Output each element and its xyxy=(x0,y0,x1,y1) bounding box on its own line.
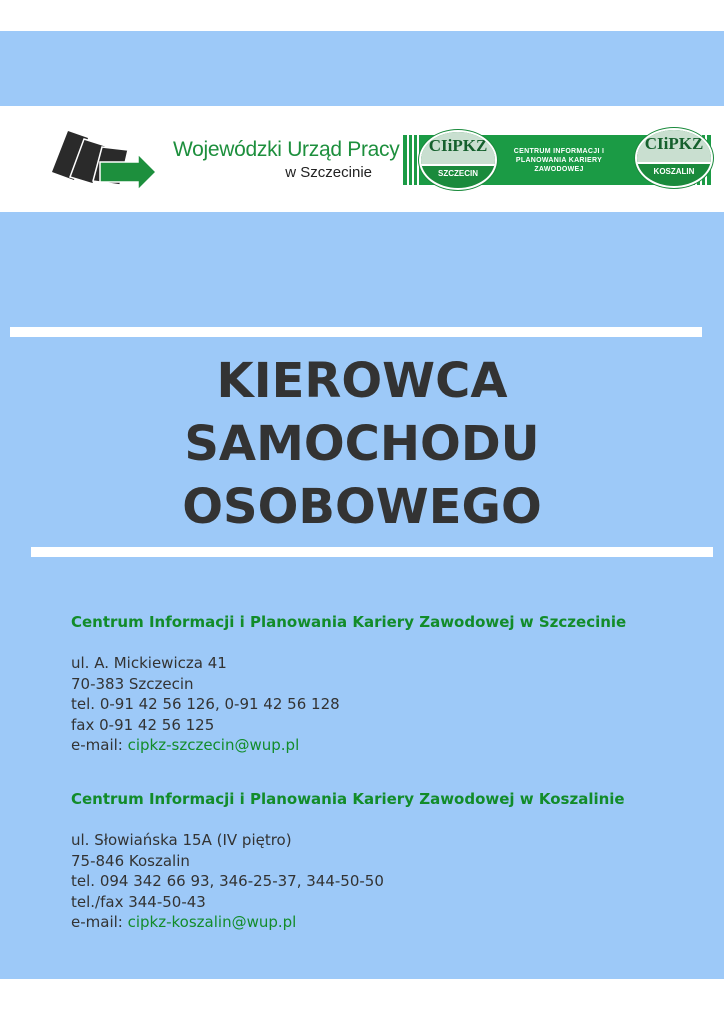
office-address: ul. A. Mickiewicza 41 xyxy=(71,654,227,672)
office-details xyxy=(71,830,711,933)
top-blue-band xyxy=(0,31,724,106)
banner-stripe xyxy=(412,135,414,185)
title-rule-top xyxy=(10,327,702,337)
office-postal: 70-383 Szczecin xyxy=(71,674,194,693)
office-fax: tel./fax 344-50-43 xyxy=(71,892,206,911)
banner-stripe xyxy=(407,135,409,185)
wup-logo-icon xyxy=(50,128,160,193)
office-phone: tel. 0-91 42 56 126, 0-91 42 56 128 xyxy=(71,695,340,713)
office-email-line xyxy=(71,912,711,933)
email-label: e-mail: xyxy=(71,913,128,931)
cipkz-szczecin-logo xyxy=(419,130,497,190)
logo-word: CIiPKZ xyxy=(644,134,704,153)
office-address: ul. Słowiańska 15A (IV piętro) xyxy=(71,831,292,849)
email-link[interactable]: cipkz-szczecin@wup.pl xyxy=(127,736,300,754)
banner-text: CENTRUM INFORMACJI I PLANOWANIA KARIERY ZAWODOWEJ xyxy=(513,148,605,173)
logo-word: CIiPKZ xyxy=(428,136,488,155)
title-rule-bottom xyxy=(31,547,713,557)
office-koszalin xyxy=(71,790,711,933)
office-szczecin xyxy=(71,613,711,756)
title-line-3: OSOBOWEGO xyxy=(182,479,542,535)
logo-city: KOSZALIN xyxy=(653,167,695,176)
title-line-1: KIEROWCA xyxy=(216,353,508,409)
office-postal: 75-846 Koszalin xyxy=(71,851,190,870)
office-name: Centrum Informacji i Planowania Kariery Zawodowej w Koszalinie xyxy=(71,790,625,808)
office-name: Centrum Informacji i Planowania Kariery Zawodowej w Szczecinie xyxy=(71,613,627,631)
title-line-2: SAMOCHODU xyxy=(184,416,540,472)
email-label: e-mail: xyxy=(71,736,128,754)
office-phone: tel. 094 342 66 93, 346-25-37, 344-50-50 xyxy=(71,872,384,890)
email-link[interactable]: cipkz-koszalin@wup.pl xyxy=(127,913,297,931)
org-city: w Szczecinie xyxy=(285,164,372,181)
office-fax: fax 0-91 42 56 125 xyxy=(71,715,215,734)
office-email-line xyxy=(71,735,711,756)
cipkz-koszalin-logo xyxy=(635,128,713,188)
page-title xyxy=(0,350,724,539)
logo-city: SZCZECIN xyxy=(438,169,478,178)
office-details xyxy=(71,653,711,756)
org-name: Wojewódzki Urząd Pracy xyxy=(173,138,400,161)
